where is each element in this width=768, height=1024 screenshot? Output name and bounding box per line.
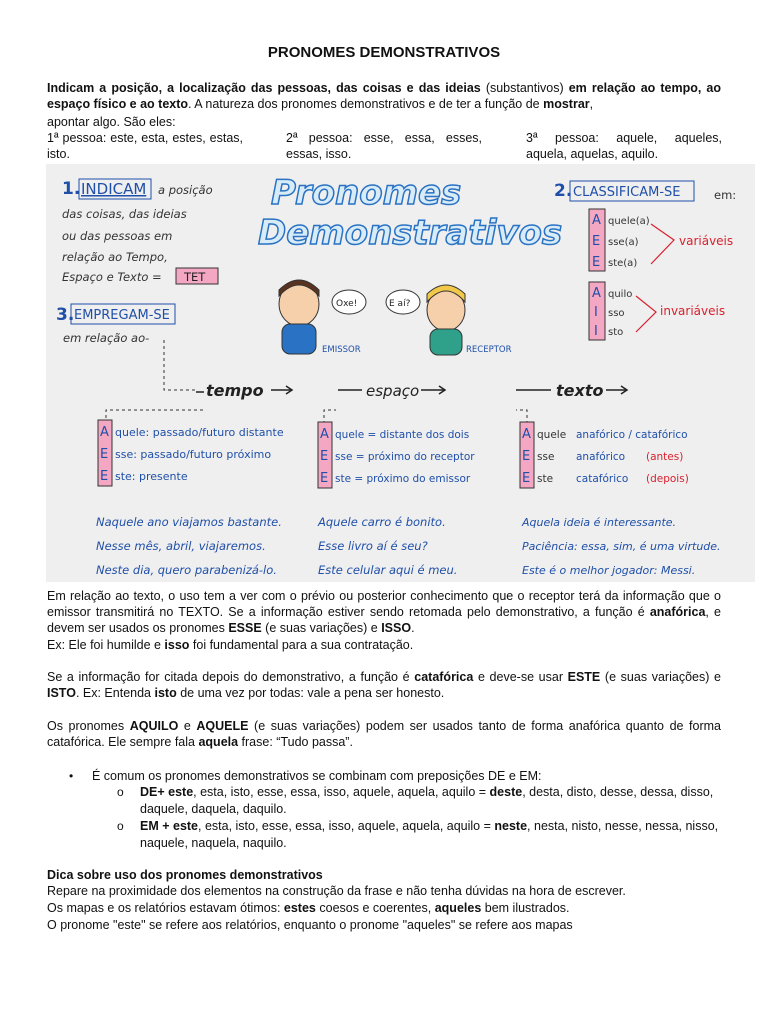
var-letter-2: E xyxy=(592,255,601,270)
dica-line-3: O pronome "este" se refere aos relatórios, enquanto o pronome "aqueles" se refere aos mapas xyxy=(47,918,573,932)
texto-row-c-1: (antes) xyxy=(646,451,684,463)
tempo-example-2: Neste dia, quero parabenizá-lo. xyxy=(96,563,277,577)
bullet-circle-de: o xyxy=(117,785,124,799)
para1-bold-2: ESSE xyxy=(228,621,262,635)
intro-bold-2: em relação ao tempo, ao espaço físico e ao texto xyxy=(47,81,721,111)
second-person: 2ª pessoa: esse, essa, esses, essas, isso. xyxy=(286,131,482,161)
texto-letter-2: E xyxy=(522,471,531,486)
dica-l2-e: bem ilustrados. xyxy=(481,901,570,915)
intro-text-2: . A natureza dos pronomes demonstrativos e de ter a função de xyxy=(188,97,544,111)
texto-letter-0: A xyxy=(522,427,531,442)
s2-title: CLASSIFICAM-SE xyxy=(573,185,681,200)
para2-text-5: de uma vez por todas: vale a pena ser honesto. xyxy=(176,686,445,700)
s2-number: 2. xyxy=(554,181,573,201)
tempo-letter-2: E xyxy=(100,469,109,484)
s1-line-0: a posição xyxy=(158,183,213,197)
de-bold-2: deste xyxy=(489,785,523,799)
third-person: 3ª pessoa: aquele, aqueles, aquela, aquelas, aquilo. xyxy=(526,131,722,161)
s1-title: INDICAM xyxy=(81,180,147,198)
inv-item-2: sto xyxy=(608,327,624,338)
tempo-letter-0: A xyxy=(100,425,109,440)
var-letter-0: A xyxy=(592,213,601,228)
tempo-row-0: quele: passado/futuro distante xyxy=(115,426,284,439)
paragraph-anaforica-example xyxy=(47,637,721,653)
tempo-row-2: ste: presente xyxy=(115,470,188,483)
var-item-1: sse(a) xyxy=(608,237,639,248)
emissor-label: EMISSOR xyxy=(322,345,361,355)
para3-bold-2: AQUELE xyxy=(196,719,249,733)
espaco-letter-2: E xyxy=(320,471,329,486)
bubble-1-text: Oxe! xyxy=(336,299,358,309)
inv-item-1: sso xyxy=(608,308,625,319)
inv-item-0: quilo xyxy=(608,289,633,300)
var-item-2: ste(a) xyxy=(608,258,638,269)
espaco-example-2: Este celular aqui é meu. xyxy=(318,563,458,577)
para1-bold-3: ISSO xyxy=(381,621,412,635)
header-texto: texto xyxy=(556,381,604,400)
de-text-2: , desta, disto, desse, dessa, disso, xyxy=(522,785,714,799)
espaco-letter-0: A xyxy=(320,427,329,442)
para1-bold-1: anafórica xyxy=(649,605,706,619)
dica-line-1: Repare na proximidade dos elementos na construção da frase e não tenha dúvidas na hora de escrever. xyxy=(47,884,626,898)
tempo-example-0: Naquele ano viajamos bastante. xyxy=(96,515,282,529)
para1-text-2: , e devem ser usados os pronomes xyxy=(47,605,721,635)
dica-title: Dica sobre uso dos pronomes demonstrativos xyxy=(47,868,323,882)
invariable-label: invariáveis xyxy=(660,304,726,318)
de-line-2: daquele, daquela, daquilo. xyxy=(140,802,287,816)
texto-row-c-2: (depois) xyxy=(646,473,689,485)
var-letter-1: E xyxy=(592,234,601,249)
intro-bold-3: mostrar xyxy=(543,97,590,111)
bullet-em-text xyxy=(140,818,720,834)
para2-text-4: . Ex: Entenda xyxy=(75,686,155,700)
em-bold-2: neste xyxy=(494,819,528,833)
para3-text-1: Os pronomes xyxy=(47,719,130,733)
para3-text-4: frase: “Tudo passa”. xyxy=(238,735,353,749)
var-item-0: quele(a) xyxy=(608,216,650,227)
first-person: 1ª pessoa: este, esta, estes, estas, isto. xyxy=(47,131,243,161)
em-line-2: naquele, naquela, naquilo. xyxy=(140,836,287,850)
bullet-de-text xyxy=(140,784,720,800)
header-espaco: espaço xyxy=(366,382,420,400)
texto-example-1: Paciência: essa, sim, é uma virtude. xyxy=(522,540,721,553)
para2-bold-2: ESTE xyxy=(567,670,601,684)
dica-l2-d: aqueles xyxy=(434,901,482,915)
tet-tag: TET xyxy=(184,270,206,284)
dica-line-2 xyxy=(47,900,721,916)
em-bold-1: EM + este xyxy=(140,819,199,833)
em-text-2: , nesta, nisto, nesse, nessa, nisso, xyxy=(527,819,719,833)
s3-number: 3. xyxy=(56,305,75,325)
s1-line-2: ou das pessoas em xyxy=(62,229,173,243)
paragraph-anaforica xyxy=(47,588,721,636)
heading-line-2: Demonstrativos xyxy=(258,213,563,253)
texto-example-0: Aquela ideia é interessante. xyxy=(522,516,677,529)
inv-letter-0: A xyxy=(592,286,601,301)
tempo-example-1: Nesse mês, abril, viajaremos. xyxy=(96,539,266,553)
intro-paragraph xyxy=(47,80,721,112)
para1-ex-bold: isso xyxy=(164,638,190,652)
tempo-letter-1: E xyxy=(100,447,109,462)
paragraph-aquilo-aquele xyxy=(47,718,721,750)
s1-line-1: das coisas, das ideias xyxy=(62,207,187,221)
texto-row-a-1: sse xyxy=(537,451,555,463)
para1-text-4: . xyxy=(411,621,415,635)
para2-text-1: Se a informação for citada depois do demonstrativo, a função é xyxy=(47,670,415,684)
bullet-dot: • xyxy=(69,769,74,783)
para2-bold-3: ISTO xyxy=(47,686,76,700)
de-text-1: , esta, isto, esse, essa, isso, aquele, aquela, aquilo = xyxy=(193,785,490,799)
receptor-figure xyxy=(427,285,465,355)
para2-bold-4: isto xyxy=(154,686,177,700)
para1-text-1: Em relação ao texto, o uso tem a ver com o prévio ou posterior conhecimento que o receptor terá da informação que o emissor transmitirá no TEXTO. Se a informação estiver sendo retomada pelo demonstrativo, a função é xyxy=(47,589,721,619)
s3-line: em relação ao- xyxy=(63,331,150,345)
texto-row-b-0: anafórico / catafórico xyxy=(576,429,688,441)
em-text-1: , esta, isto, esse, essa, isso, aquele, aquela, aquilo = xyxy=(198,819,495,833)
espaco-example-0: Aquele carro é bonito. xyxy=(318,515,446,529)
texto-letter-1: E xyxy=(522,449,531,464)
heading-line-1: Pronomes xyxy=(271,173,462,213)
receptor-label: RECEPTOR xyxy=(466,345,512,355)
espaco-row-2: ste = próximo do emissor xyxy=(335,473,471,485)
de-bold-1: DE+ este xyxy=(140,785,194,799)
intro-line-2: apontar algo. São eles: xyxy=(47,115,176,129)
espaco-row-1: sse = próximo do receptor xyxy=(335,451,475,463)
tempo-row-1: sse: passado/futuro próximo xyxy=(115,448,272,461)
texto-row-b-2: catafórico xyxy=(576,473,629,485)
dica-l2-b: estes xyxy=(283,901,316,915)
texto-row-a-2: ste xyxy=(537,473,554,485)
bubble-2-text: E aí? xyxy=(389,299,411,309)
texto-row-a-0: quele xyxy=(537,429,567,441)
intro-bold-1: Indicam a posição, a localização das pessoas, das coisas e das ideias xyxy=(47,81,481,95)
para3-text-3: (e suas variações) podem ser usados tanto de forma anafórica quanto de forma catafórica. Ele sempre fala xyxy=(47,719,721,749)
emissor-figure xyxy=(279,280,319,354)
bullet-main-text: É comum os pronomes demonstrativos se combinam com preposições DE e EM: xyxy=(92,769,542,783)
para2-bold-1: catafórica xyxy=(414,670,474,684)
header-tempo: tempo xyxy=(206,381,264,400)
texto-example-2: Este é o melhor jogador: Messi. xyxy=(522,564,696,577)
paragraph-cataforica xyxy=(47,669,721,701)
s3-title: EMPREGAM-SE xyxy=(74,308,170,323)
para2-text-3: (e suas variações) e xyxy=(600,670,721,684)
para1-text-3: (e suas variações) e xyxy=(261,621,382,635)
dica-l2-c: coesos e coerentes, xyxy=(315,901,435,915)
inv-letter-2: I xyxy=(594,324,598,339)
s1-line-4: Espaço e Texto = xyxy=(62,270,162,284)
intro-text-1: (substantivos) xyxy=(480,81,569,95)
espaco-example-1: Esse livro aí é seu? xyxy=(318,539,428,553)
espaco-row-0: quele = distante dos dois xyxy=(335,429,470,441)
s1-line-3: relação ao Tempo, xyxy=(62,250,168,264)
bullet-circle-em: o xyxy=(117,819,124,833)
para1-ex-2: foi fundamental para a sua contratação. xyxy=(189,638,414,652)
espaco-letter-1: E xyxy=(320,449,329,464)
texto-row-b-1: anafórico xyxy=(576,451,626,463)
s2-em: em: xyxy=(714,188,737,202)
para3-text-2: e xyxy=(178,719,197,733)
dica-l2-a: Os mapas e os relatórios estavam ótimos: xyxy=(47,901,284,915)
infographic xyxy=(46,164,755,582)
para3-bold-3: aquela xyxy=(198,735,239,749)
inv-letter-1: I xyxy=(594,305,598,320)
para2-text-2: e deve-se usar xyxy=(473,670,568,684)
page-title: PRONOMES DEMONSTRATIVOS xyxy=(267,44,501,61)
s1-number: 1. xyxy=(62,179,81,199)
variable-label: variáveis xyxy=(679,234,734,248)
para3-bold-1: AQUILO xyxy=(129,719,179,733)
intro-text-3: , xyxy=(589,97,594,111)
para1-ex-1: Ex: Ele foi humilde e xyxy=(47,638,165,652)
